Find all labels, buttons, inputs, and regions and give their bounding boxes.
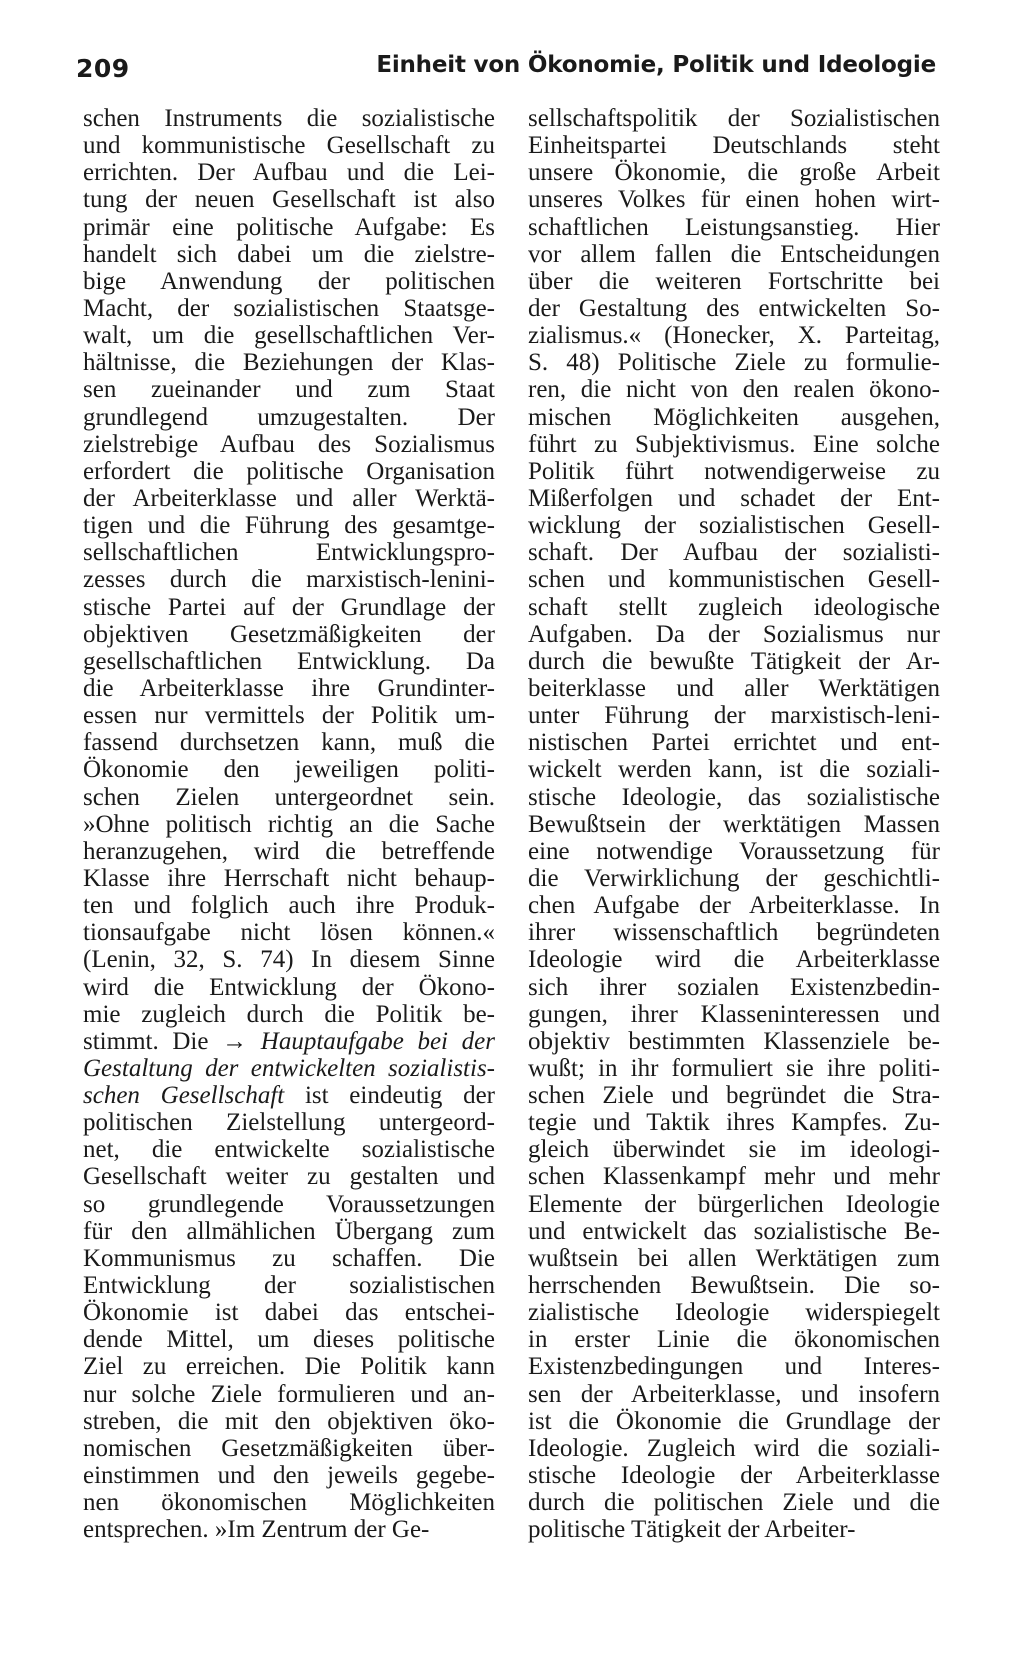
text-line: (Lenin, 32, S. 74) In diesem Sinne	[83, 946, 495, 974]
text-line: heranzugehen, wird die betreffende	[83, 837, 495, 865]
text-line: stische Ideologie der Arbeiterklasse	[528, 1462, 940, 1490]
text-line: und entwickelt das sozialistische Be-	[528, 1217, 940, 1245]
text-line: ist die Ökonomie die Grundlage der	[528, 1407, 940, 1435]
text-line: mischen Möglichkeiten ausgehen,	[528, 403, 940, 431]
text-line: sellschaftlichen Entwicklungspro-	[83, 539, 495, 567]
text-line: politischen Zielstellung untergeord-	[83, 1109, 495, 1137]
text-line: unsere Ökonomie, die große Arbeit	[528, 159, 940, 187]
text-line: gungen, ihrer Klasseninteressen und	[528, 1000, 940, 1028]
text-line: tigen und die Führung des gesamtge-	[83, 512, 495, 540]
running-head: Einheit von Ökonomie, Politik und Ideologie	[376, 52, 936, 78]
text-line: über die weiteren Fortschritte bei	[528, 267, 940, 295]
text-line: grundlegend umzugestalten. Der	[83, 403, 495, 431]
text-line: durch die bewußte Tätigkeit der Ar-	[528, 647, 940, 675]
text-line: stische Partei auf der Grundlage der	[83, 593, 495, 621]
text-line: objektiv bestimmten Klassenziele be-	[528, 1027, 940, 1055]
text-line: wicklung der sozialistischen Gesell-	[528, 512, 940, 540]
text-line: tung der neuen Gesellschaft ist also	[83, 186, 495, 214]
text-line: der Gestaltung des entwickelten So-	[528, 294, 940, 322]
text-line: schen Ziele und begründet die Stra-	[528, 1082, 940, 1110]
text-line: in erster Linie die ökonomischen	[528, 1326, 940, 1354]
text-line: Mißerfolgen und schadet der Ent-	[528, 484, 940, 512]
text-line: ihrer wissenschaftlich begründeten	[528, 919, 940, 947]
text-line: eine notwendige Voraussetzung für	[528, 837, 940, 865]
text-segment: ist eindeutig der	[284, 1082, 495, 1110]
text-line: nur solche Ziele formulieren und an-	[83, 1380, 495, 1408]
text-line: zialistische Ideologie widerspiegelt	[528, 1299, 940, 1327]
text-line: Aufgaben. Da der Sozialismus nur	[528, 620, 940, 648]
text-line: mie zugleich durch die Politik be-	[83, 1000, 495, 1028]
text-line: S. 48) Politische Ziele zu formulie-	[528, 349, 940, 377]
text-line: Einheitspartei Deutschlands steht	[528, 132, 940, 160]
text-line: nen ökonomischen Möglichkeiten	[83, 1489, 495, 1517]
text-line: wußtsein bei allen Werktätigen zum	[528, 1244, 940, 1272]
text-line: primär eine politische Aufgabe: Es	[83, 213, 495, 241]
text-line: Kommunismus zu schaffen. Die	[83, 1244, 495, 1272]
text-line: fassend durchsetzen kann, muß die	[83, 729, 495, 757]
text-line: Ideologie wird die Arbeiterklasse	[528, 946, 940, 974]
text-line: schen Zielen untergeordnet sein.	[83, 783, 495, 811]
text-line: durch die politischen Ziele und die	[528, 1489, 940, 1517]
text-line: Politik führt notwendigerweise zu	[528, 457, 940, 485]
text-line: schaftlichen Leistungsanstieg. Hier	[528, 213, 940, 241]
italic-cross-reference: Hauptaufgabe bei der	[260, 1027, 495, 1055]
text-line: gleich überwindet sie im ideologi-	[528, 1136, 940, 1164]
text-line: chen Aufgabe der Arbeiterklasse. In	[528, 892, 940, 920]
text-line: zielstrebige Aufbau des Sozialismus	[83, 430, 495, 458]
italic-cross-reference: schen Gesellschaft	[83, 1082, 285, 1110]
text-line: nomischen Gesetzmäßigkeiten über-	[83, 1434, 495, 1462]
text-line: handelt sich dabei um die zielstre-	[83, 240, 495, 268]
italic-cross-reference: Gestaltung der entwickelten sozialistis-	[83, 1054, 495, 1082]
text-line: und kommunistische Gesellschaft zu	[83, 132, 495, 160]
text-line: schen Klassenkampf mehr und mehr	[528, 1163, 940, 1191]
page-number: 209	[76, 54, 130, 83]
text-line: vor allem fallen die Entscheidungen	[528, 240, 940, 268]
page-header	[76, 48, 936, 88]
text-line: schen und kommunistischen Gesell-	[528, 566, 940, 594]
text-line: entsprechen. »Im Zentrum der Ge-	[83, 1516, 430, 1544]
text-line: sich ihrer sozialen Existenzbedin-	[528, 973, 940, 1001]
text-line: tegie und Taktik ihres Kampfes. Zu-	[528, 1109, 940, 1137]
text-line: wußt; in ihr formuliert sie ihre politi-	[528, 1054, 940, 1082]
text-line: streben, die mit den objektiven öko-	[83, 1407, 495, 1435]
text-line: herrschenden Bewußtsein. Die so-	[528, 1272, 940, 1300]
text-line: die Arbeiterklasse ihre Grundinter-	[83, 674, 495, 702]
text-line: dende Mittel, um dieses politische	[83, 1326, 495, 1354]
text-line	[83, 1082, 495, 1109]
text-line: hältnisse, die Beziehungen der Klas-	[83, 349, 495, 377]
text-line: gesellschaftlichen Entwicklung. Da	[83, 647, 495, 675]
text-line: sen der Arbeiterklasse, und insofern	[528, 1380, 940, 1408]
text-line: die Verwirklichung der geschichtli-	[528, 864, 940, 892]
text-line: Ideologie. Zugleich wird die soziali-	[528, 1434, 940, 1462]
text-line: Bewußtsein der werktätigen Massen	[528, 810, 940, 838]
text-line: einstimmen und den jeweils gegebe-	[83, 1462, 495, 1490]
text-line: für den allmählichen Übergang zum	[83, 1217, 495, 1245]
text-line: Existenzbedingungen und Interes-	[528, 1353, 940, 1381]
text-line: Klasse ihre Herrschaft nicht behaup-	[83, 864, 495, 892]
text-line: Ökonomie den jeweiligen politi-	[83, 756, 495, 784]
text-line: Ökonomie ist dabei das entschei-	[83, 1299, 495, 1327]
text-line: nistischen Partei errichtet und ent-	[528, 729, 940, 757]
text-line: beiterklasse und aller Werktätigen	[528, 674, 940, 702]
text-line: ren, die nicht von den realen ökono-	[528, 376, 940, 404]
text-line: zialismus.« (Honecker, X. Parteitag,	[528, 322, 940, 350]
text-line: bige Anwendung der politischen	[83, 267, 495, 295]
text-line: net, die entwickelte sozialistische	[83, 1136, 495, 1164]
text-line: unter Führung der marxistisch-leni-	[528, 702, 940, 730]
text-line: führt zu Subjektivismus. Eine solche	[528, 430, 940, 458]
text-segment: stimmt. Die →	[83, 1027, 261, 1055]
text-line: schaft stellt zugleich ideologische	[528, 593, 940, 621]
text-line: wickelt werden kann, ist die soziali-	[528, 756, 940, 784]
text-line: essen nur vermittels der Politik um-	[83, 702, 495, 730]
text-line: ten und folglich auch ihre Produk-	[83, 892, 495, 920]
text-line: »Ohne politisch richtig an die Sache	[83, 810, 495, 838]
text-line: unseres Volkes für einen hohen wirt-	[528, 186, 940, 214]
text-line: Macht, der sozialistischen Staatsge-	[83, 294, 495, 322]
text-line: so grundlegende Voraussetzungen	[83, 1190, 495, 1218]
text-line: errichten. Der Aufbau und die Lei-	[83, 159, 495, 187]
text-line: erfordert die politische Organisation	[83, 457, 495, 485]
text-line: Entwicklung der sozialistischen	[83, 1272, 495, 1300]
text-line: wird die Entwicklung der Ökono-	[83, 973, 495, 1001]
text-line: sellschaftspolitik der Sozialistischen	[528, 105, 940, 132]
text-line: Elemente der bürgerlichen Ideologie	[528, 1190, 940, 1218]
text-line: tionsaufgabe nicht lösen können.«	[83, 919, 495, 947]
text-line: schaft. Der Aufbau der sozialisti-	[528, 539, 940, 567]
text-line: der Arbeiterklasse und aller Werktä-	[83, 484, 495, 512]
text-line: Ziel zu erreichen. Die Politik kann	[83, 1353, 495, 1381]
text-line: sen zueinander und zum Staat	[83, 376, 495, 404]
text-line: schen Instruments die sozialistische	[83, 105, 495, 132]
text-line: walt, um die gesellschaftlichen Ver-	[83, 322, 495, 350]
text-line	[83, 1028, 495, 1055]
left-text-column	[83, 105, 495, 1543]
text-line: objektiven Gesetzmäßigkeiten der	[83, 620, 495, 648]
text-line: politische Tätigkeit der Arbeiter-	[528, 1516, 856, 1544]
text-line	[83, 1055, 495, 1082]
text-line: zesses durch die marxistisch-lenini-	[83, 566, 495, 594]
right-text-column	[528, 105, 940, 1543]
text-line: Gesellschaft weiter zu gestalten und	[83, 1163, 495, 1191]
text-line: stische Ideologie, das sozialistische	[528, 783, 940, 811]
